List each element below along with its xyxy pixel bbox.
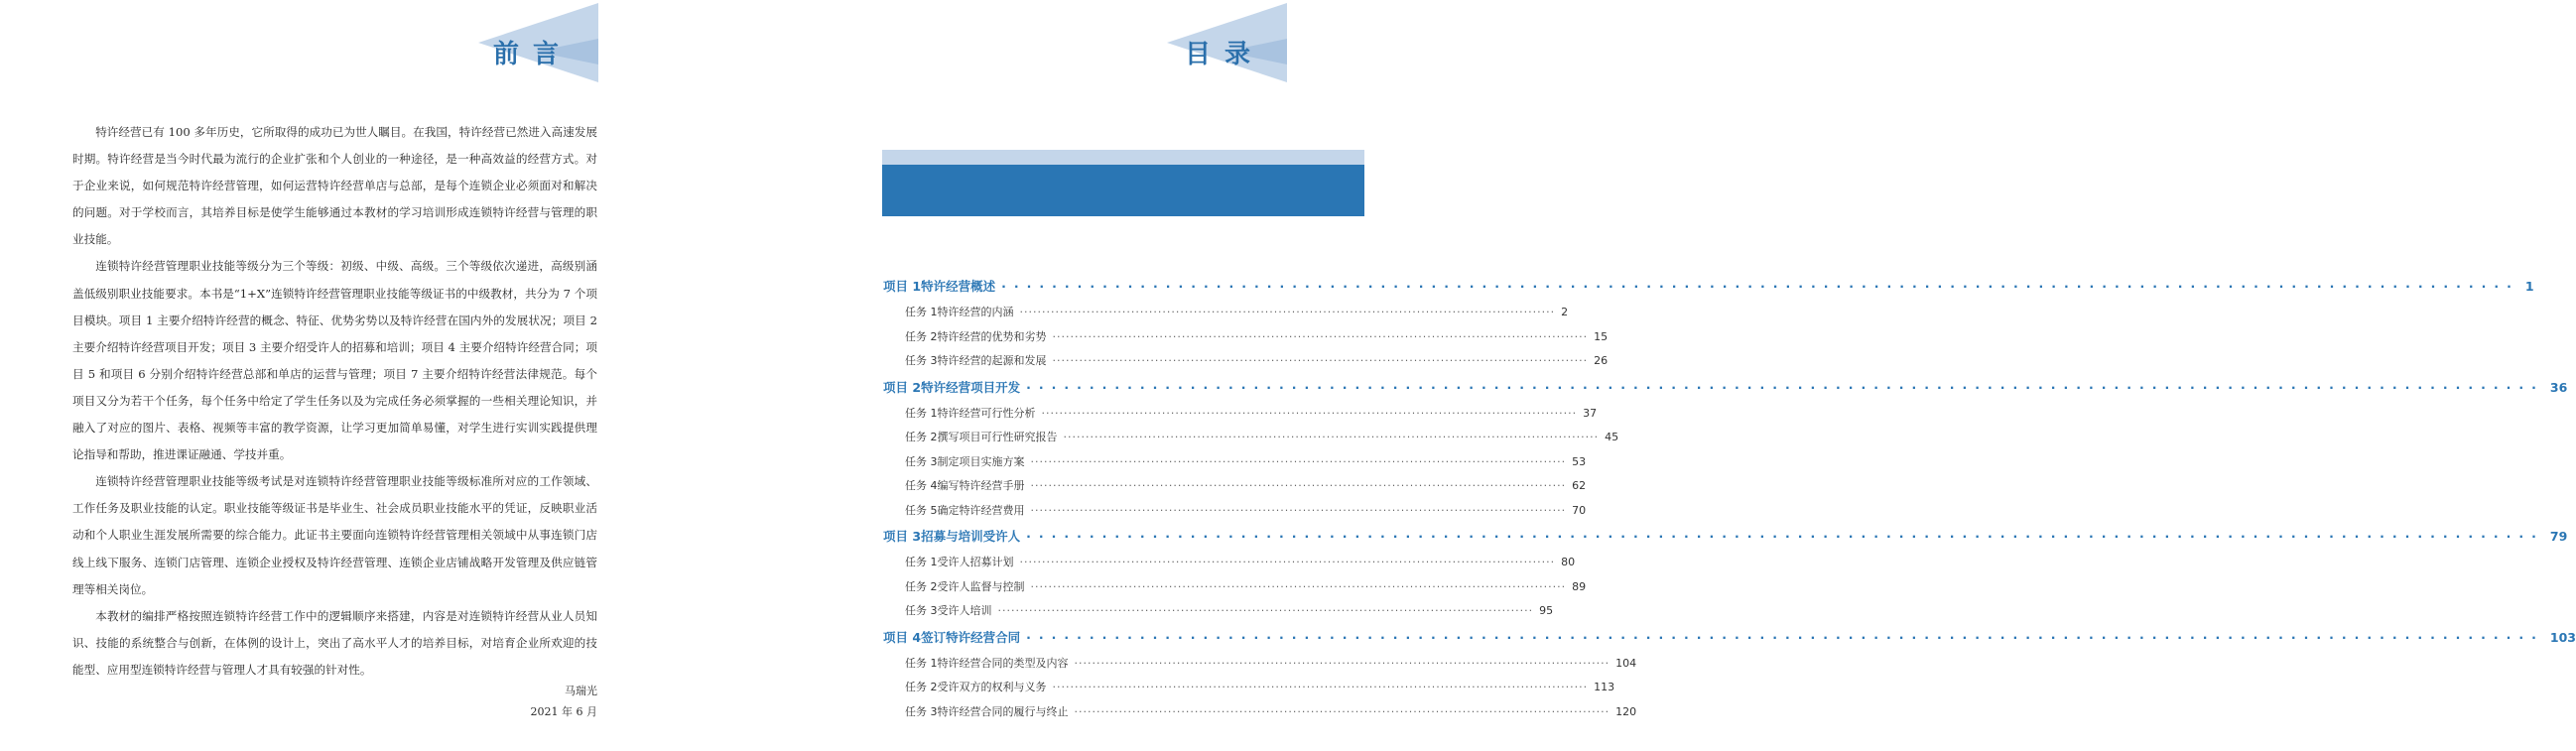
- toc-task-entry[interactable]: [883, 402, 1598, 427]
- toc-task-entry[interactable]: [883, 499, 1587, 524]
- toc-entry-page-number: 2: [1561, 306, 1569, 318]
- toc-dot-leader: ························································································································: [1030, 479, 1567, 492]
- preface-paragraph-2: 连锁特许经营管理职业技能等级分为三个等级：初级、中级、高级。三个等级依次递进，高级别涵盖低级别职业技能要求。本书是“1+X”连锁特许经营管理职业技能等级证书的中级教材，共分为 7 个项目模块。项目 1 主要介绍特许经营的概念、特征、优势劣势以及特许经营在国内外的发展状况；项目 2 主要介绍特许经营项目开发；项目 3 主要介绍受许人的招募和培训；项目 4 主要介绍特许经营合同；项目 5 和项目 6 分别介绍特许经营总部和单店的运营与管理；项目 7 主要介绍特许经营法律规范。每个项目又分为若干个任务，每个任务中给定了学生任务以及为完成任务必须掌握的一些相关理论知识，并融入了对应的图片、表格、视频等丰富的教学资源，让学习更加简单易懂，对学生进行实训实践提供理论指导和帮助，推进课证融通、学技并重。: [72, 259, 597, 462]
- toc-entry-number: 任务 3: [905, 604, 938, 617]
- toc-task-entry[interactable]: [883, 426, 1619, 450]
- toc-dot-leader: ························································································································: [1030, 503, 1567, 517]
- toc-entry-number: 任务 1: [905, 556, 938, 568]
- toc-header-bar-light: [882, 150, 1364, 165]
- toc-entry-title: 受许双方的权利与义务: [937, 681, 1047, 693]
- preface-body: [72, 119, 597, 684]
- toc-header-bar-dark: [882, 165, 1364, 216]
- toc-entry-page-number: 1: [2524, 279, 2534, 294]
- toc-dot-leader: ························································································································: [1052, 681, 1589, 693]
- toc-entry-number: 任务 2: [905, 431, 938, 443]
- toc-dot-leader: ························································································································: [1074, 704, 1610, 718]
- toc-dot-leader: ························································································································: [1026, 629, 2544, 645]
- toc-dot-leader: ························································································································: [997, 604, 1534, 617]
- toc-task-entry[interactable]: [883, 349, 1609, 374]
- toc-dot-leader: ························································································································: [1001, 279, 2519, 294]
- toc-entry-title: 特许经营可行性分析: [937, 406, 1036, 420]
- toc-heading: 目录: [1185, 40, 1265, 69]
- toc-task-entry[interactable]: [883, 652, 1637, 677]
- toc-entry-page-number: 104: [1615, 656, 1637, 670]
- toc-task-entry[interactable]: [883, 575, 1587, 600]
- toc-dot-leader: ························································································································: [1019, 306, 1556, 318]
- toc-task-entry[interactable]: [883, 700, 1637, 725]
- toc-task-entry[interactable]: [883, 551, 1576, 575]
- toc-entry-title: 特许经营合同的履行与终止: [937, 704, 1069, 718]
- toc-entry-title: 特许经营的起源和发展: [937, 354, 1047, 367]
- toc-entry-page-number: 89: [1572, 579, 1587, 593]
- toc-project-entry[interactable]: [883, 624, 2576, 652]
- toc-entry-page-number: 80: [1561, 556, 1576, 568]
- toc-entry-number: 项目 1: [883, 279, 922, 294]
- toc-entry-title: 特许经营的内涵: [937, 306, 1014, 318]
- toc-entry-title: 编写特许经营手册: [937, 479, 1025, 492]
- preface-date: 2021 年 6 月: [530, 705, 597, 718]
- toc-dot-leader: ························································································································: [1030, 579, 1567, 593]
- toc-entry-page-number: 53: [1572, 454, 1587, 468]
- toc-entry-page-number: 26: [1594, 354, 1609, 367]
- toc-entry-page-number: 113: [1594, 681, 1615, 693]
- toc-entry-title: 受许人培训: [937, 604, 992, 617]
- toc-entry-title: 特许经营概述: [921, 279, 996, 294]
- toc-entry-title: 制定项目实施方案: [937, 454, 1025, 468]
- toc-entry-page-number: 37: [1583, 406, 1598, 420]
- toc-entry-number: 项目 2: [883, 379, 922, 395]
- preface-author: 马瑞光: [565, 685, 597, 697]
- toc-entry-title: 招募与培训受许人: [921, 529, 1021, 544]
- toc-entry-title: 受许人监督与控制: [937, 579, 1025, 593]
- toc-entry-number: 项目 3: [883, 529, 922, 544]
- toc-task-entry[interactable]: [883, 599, 1554, 624]
- toc-dot-leader: ························································································································: [1074, 656, 1610, 670]
- toc-project-entry[interactable]: [883, 374, 2568, 402]
- toc-entry-page-number: 15: [1594, 329, 1609, 343]
- toc-entry-title: 特许经营的优势和劣势: [937, 329, 1047, 343]
- toc-dot-leader: ························································································································: [1030, 454, 1567, 468]
- toc-entry-number: 任务 3: [905, 354, 938, 367]
- toc-entry-number: 任务 2: [905, 681, 938, 693]
- toc-entry-number: 任务 3: [905, 454, 938, 468]
- toc-entry-title: 撰写项目可行性研究报告: [937, 431, 1058, 443]
- toc-dot-leader: ························································································································: [1026, 379, 2544, 395]
- preface-paragraph-4: 本教材的编排严格按照连锁特许经营工作中的逻辑顺序来搭建，内容是对连锁特许经营从业人员知识、技能的系统整合与创新，在体例的设计上，突出了高水平人才的培养目标，对培育企业所欢迎的技能型、应用型连锁特许经营与管理人才具有较强的针对性。: [72, 608, 597, 677]
- toc-entry-number: 任务 3: [905, 704, 938, 718]
- toc-entry-page-number: 36: [2549, 379, 2568, 395]
- table-of-contents: [883, 273, 2576, 724]
- toc-task-entry[interactable]: [883, 676, 1615, 700]
- toc-dot-leader: ························································································································: [1041, 406, 1578, 420]
- toc-dot-leader: ························································································································: [1019, 556, 1556, 568]
- toc-entry-number: 任务 5: [905, 503, 938, 517]
- toc-entry-page-number: 79: [2549, 529, 2568, 544]
- toc-page: [683, 0, 2576, 751]
- preface-paragraph-1: 特许经营已有 100 多年历史，它所取得的成功已为世人瞩目。在我国，特许经营已然进入高速发展时期。特许经营是当今时代最为流行的企业扩张和个人创业的一种途径，是一种高效益的经营方式。对于企业来说，如何规范特许经营管理，如何运营特许经营单店与总部，是每个连锁企业必须面对和解决的问题。对于学校而言，其培养目标是使学生能够通过本教材的学习培训形成连锁特许经营与管理的职业技能。: [72, 125, 597, 247]
- toc-entry-number: 任务 2: [905, 579, 938, 593]
- toc-entry-title: 确定特许经营费用: [937, 503, 1025, 517]
- toc-dot-leader: ························································································································: [1063, 431, 1600, 443]
- toc-dot-leader: ························································································································: [1026, 529, 2544, 544]
- toc-entry-page-number: 95: [1539, 604, 1554, 617]
- preface-page: [0, 0, 683, 751]
- toc-entry-page-number: 103: [2549, 629, 2576, 645]
- toc-entry-page-number: 45: [1605, 431, 1619, 443]
- toc-entry-page-number: 120: [1615, 704, 1637, 718]
- toc-entry-number: 任务 2: [905, 329, 938, 343]
- toc-dot-leader: ························································································································: [1052, 329, 1589, 343]
- toc-entry-number: 任务 1: [905, 306, 938, 318]
- toc-entry-page-number: 70: [1572, 503, 1587, 517]
- preface-paragraph-3: 连锁特许经营管理职业技能等级考试是对连锁特许经营管理职业技能等级标准所对应的工作领域、工作任务及职业技能的认定。职业技能等级证书是毕业生、社会成员职业技能水平的凭证，反映职业活动和个人职业生涯发展所需要的综合能力。此证书主要面向连锁特许经营管理相关领域中从事连锁门店线上线下服务、连锁门店管理、连锁企业授权及特许经营管理、连锁企业店铺战略开发管理及供应链管理等相关岗位。: [72, 474, 597, 596]
- toc-entry-number: 任务 1: [905, 406, 938, 420]
- toc-entry-title: 特许经营合同的类型及内容: [937, 656, 1069, 670]
- preface-heading: 前言: [493, 40, 574, 69]
- toc-task-entry[interactable]: [883, 450, 1587, 475]
- toc-entry-title: 签订特许经营合同: [921, 629, 1021, 645]
- toc-entry-number: 任务 4: [905, 479, 938, 492]
- toc-entry-title: 受许人招募计划: [937, 556, 1014, 568]
- toc-task-entry[interactable]: [883, 474, 1587, 499]
- toc-task-entry[interactable]: [883, 301, 1569, 325]
- toc-entry-number: 项目 4: [883, 629, 922, 645]
- toc-project-entry[interactable]: [883, 273, 2534, 301]
- toc-entry-title: 特许经营项目开发: [921, 379, 1021, 395]
- toc-entry-page-number: 62: [1572, 479, 1587, 492]
- toc-entry-number: 任务 1: [905, 656, 938, 670]
- toc-project-entry[interactable]: [883, 523, 2568, 551]
- toc-dot-leader: ························································································································: [1052, 354, 1589, 367]
- toc-task-entry[interactable]: [883, 325, 1609, 350]
